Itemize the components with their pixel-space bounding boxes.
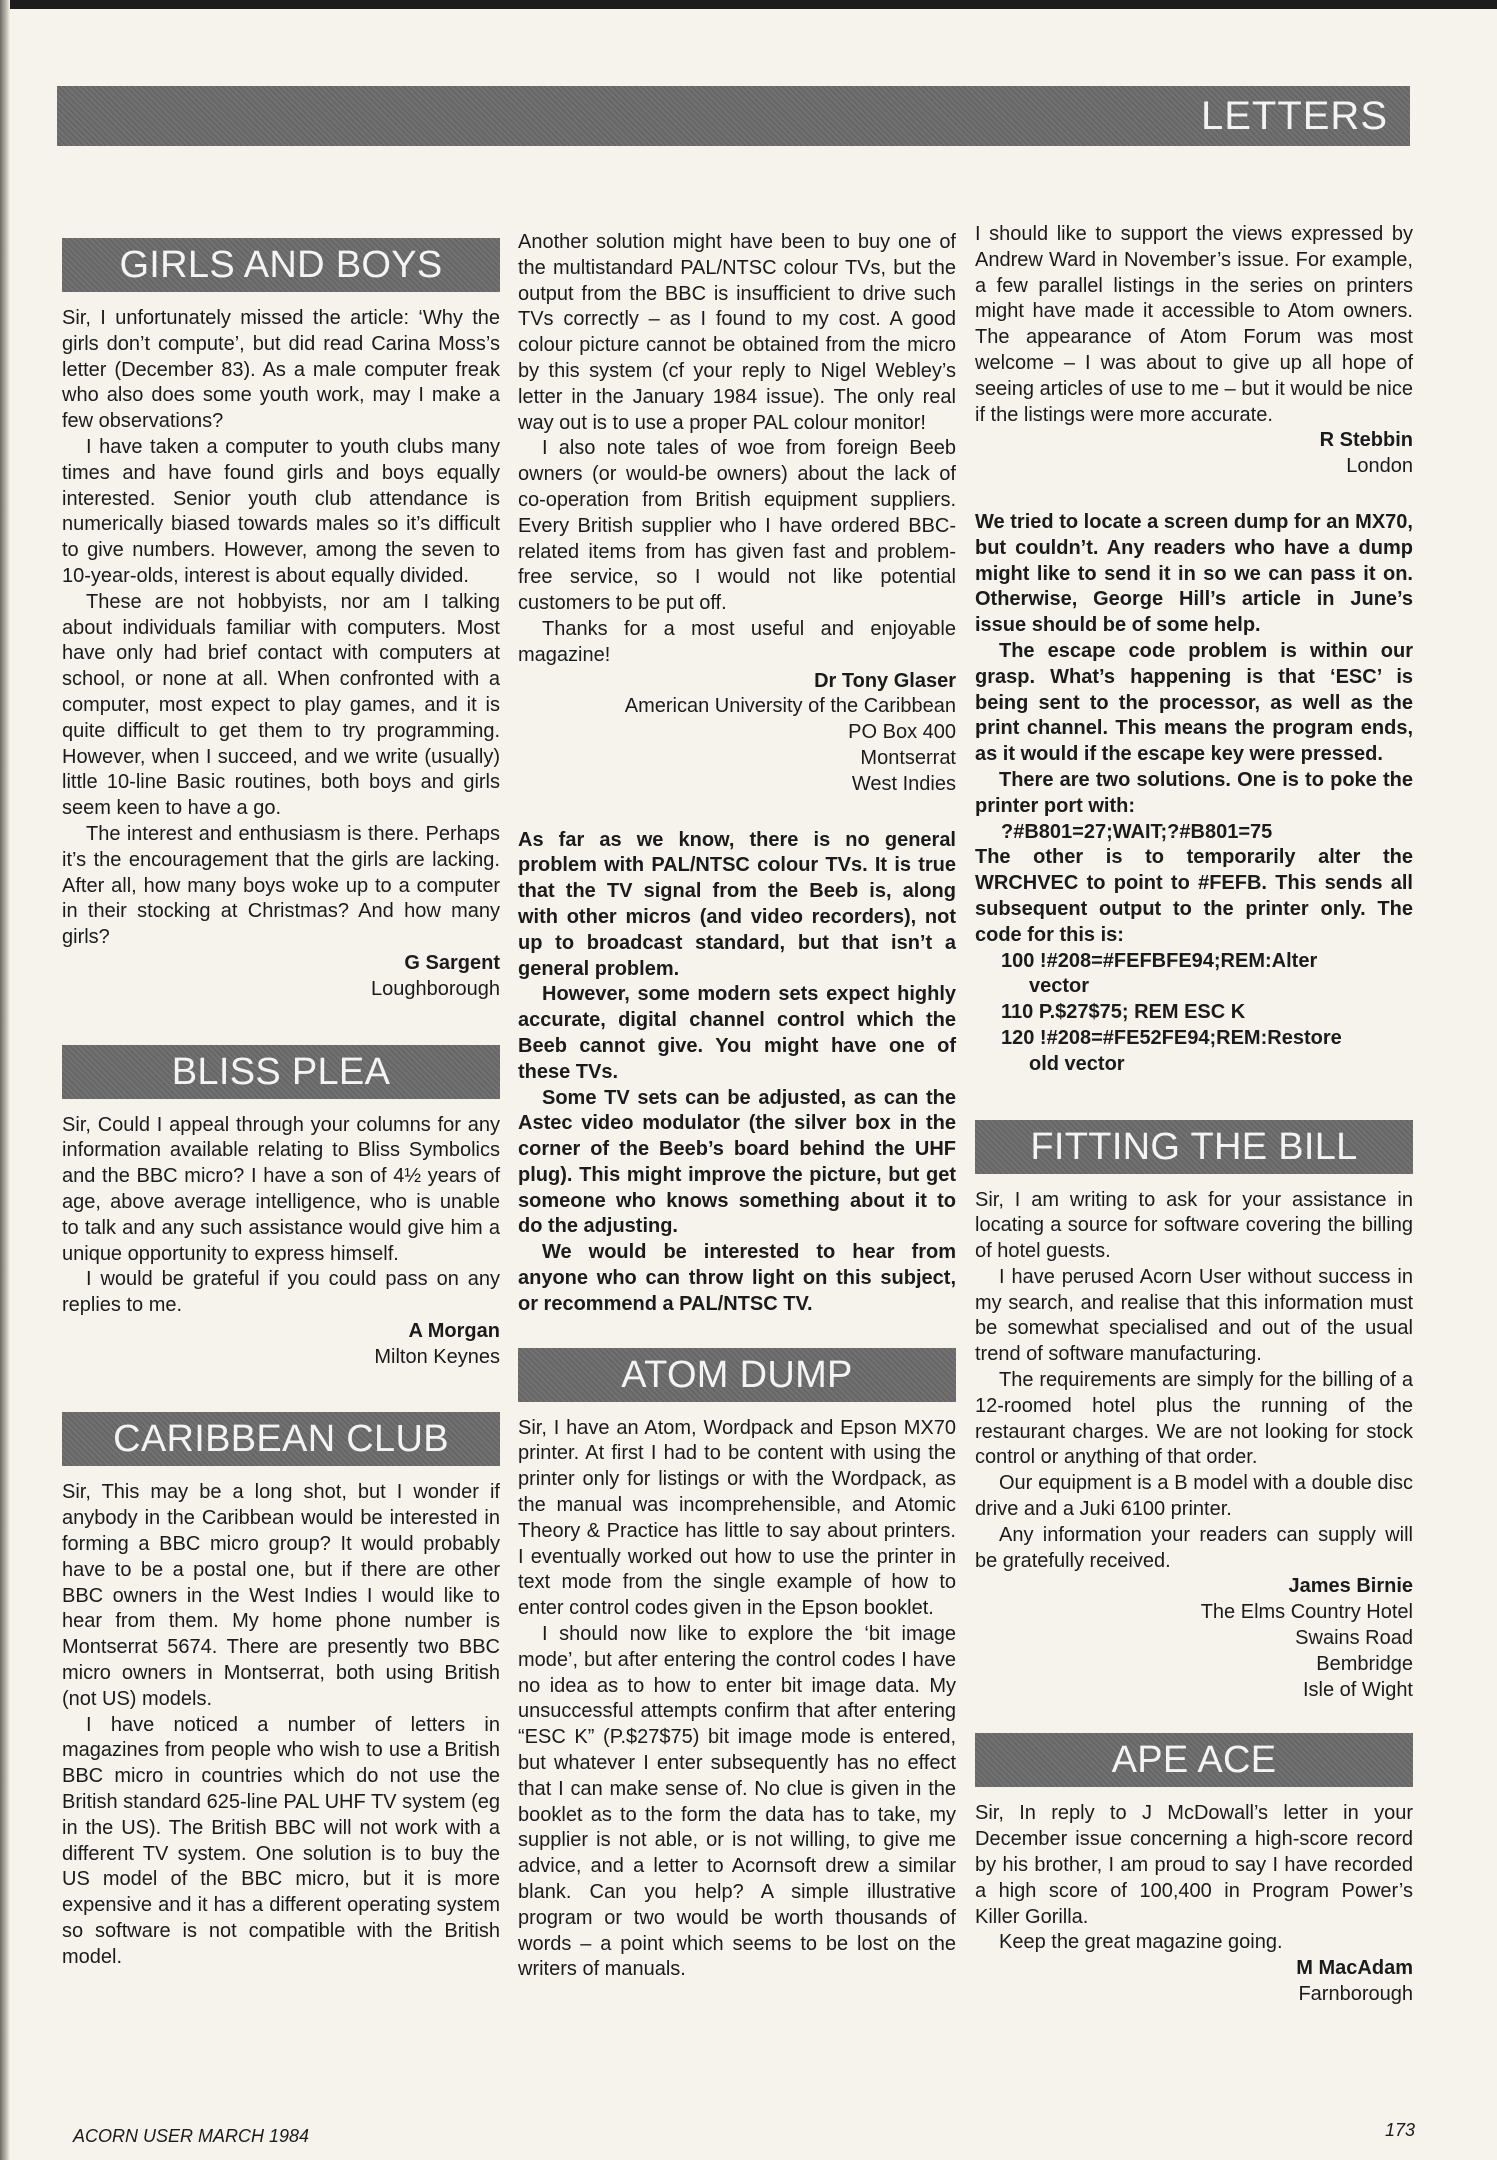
signature-location: Farnborough bbox=[1298, 1983, 1413, 2006]
reply-paragraph: The other is to temporarily alter the WRCHVEC to point to #FEFB. This sends all subsequent output to the printer only. The code for this is: bbox=[975, 846, 1413, 946]
heading-girls-and-boys: GIRLS AND BOYS bbox=[62, 238, 500, 292]
signature-location: Loughborough bbox=[370, 977, 500, 1000]
top-edge bbox=[0, 0, 1497, 9]
column-2 bbox=[518, 230, 956, 1983]
letter-paragraph: Any information your readers can supply will be gratefully received. bbox=[975, 1523, 1413, 1572]
reply-paragraph: We would be interested to hear from anyone who can throw light on this subject, or recommend a PAL/NTSC TV. bbox=[518, 1241, 956, 1315]
signature-name: A Morgan bbox=[408, 1319, 500, 1342]
reply-paragraph: We tried to locate a screen dump for an MX70, but couldn’t. Any readers who have a dump might like to send it in so we can pass it on. Otherwise, George Hill’s article in June’s issue should be of some help. bbox=[975, 510, 1413, 637]
letter-paragraph: Sir, I have an Atom, Wordpack and Epson MX70 printer. At first I had to be content with using the printer only for listings or with the Wordpack, as the manual was incomprehensible, and Atomic Theory & Practice has little to say about printers. I eventually worked out how to use the printer in text mode from the single example of how to enter control codes given in the Epson booklet. bbox=[518, 1416, 956, 1620]
letter-paragraph: Sir, In reply to J McDowall’s letter in your December issue concerning a high-score record by his brother, I am proud to say I have recorded a high score of 100,400 in Program Power’s Killer Gorilla. bbox=[975, 1802, 1413, 1928]
letter-paragraph: I would be grateful if you could pass on any replies to me. bbox=[62, 1268, 500, 1317]
code-line: ?#B801=27;WAIT;?#B801=75 bbox=[1001, 820, 1273, 843]
reply-paragraph: However, some modern sets expect highly accurate, digital channel control which the Beeb cannot give. You might have one of these TVs. bbox=[518, 983, 956, 1083]
letter-paragraph: Another solution might have been to buy one of the multistandard PAL/NTSC colour TVs, but the output from the BBC is insufficient to drive such TVs correctly – as I found to my cost. A good colour picture cannot be obtained from the micro by this system (cf your reply to Nigel Webley’s letter in the January 1984 issue). The only real way out is to use a proper PAL colour monitor! bbox=[518, 231, 956, 434]
heading-bliss-plea: BLISS PLEA bbox=[62, 1045, 500, 1099]
reply-paragraph: There are two solutions. One is to poke the printer port with: bbox=[975, 768, 1413, 817]
editor-reply bbox=[518, 828, 956, 1318]
page-spine-shadow bbox=[0, 0, 10, 2160]
code-line: 100 !#208=#FEFBFE94;REM:Alter bbox=[1001, 949, 1318, 972]
heading-caribbean-club: CARIBBEAN CLUB bbox=[62, 1412, 500, 1466]
heading-ape-ace: APE ACE bbox=[975, 1733, 1413, 1787]
letter-paragraph: Sir, I unfortunately missed the article: ‘Why the girls don’t compute’, but did read Carina Moss’s letter (December 83). As a male computer freak who also does some youth work, may I make a few observations? bbox=[62, 307, 500, 433]
letter-paragraph: I have taken a computer to youth clubs many times and have found girls and boys equally interested. Senior youth club attendance is numerically biased towards males so it’s difficult to give numbers. However, among the seven to 10-year-olds, interest is about equally divided. bbox=[62, 435, 500, 587]
section-title: LETTERS bbox=[1200, 93, 1388, 138]
column-3 bbox=[975, 222, 1413, 2008]
code-line: old vector bbox=[1029, 1052, 1125, 1075]
reply-paragraph: As far as we know, there is no general problem with PAL/NTSC colour TVs. It is true that the TV signal from the Beeb is, along with other micros (and video recorders), not up to broadcast standard, but that isn’t a general problem. bbox=[518, 828, 956, 980]
heading-atom-dump: ATOM DUMP bbox=[518, 1348, 956, 1402]
signature-address-line: Swains Road bbox=[1295, 1627, 1413, 1650]
page-number: 173 bbox=[1385, 2120, 1416, 2140]
signature-address-line: Bembridge bbox=[1316, 1652, 1413, 1675]
letter-paragraph: The interest and enthusiasm is there. Perhaps it’s the encouragement that the girls are lacking. After all, how many boys woke up to a computer in their stocking at Christmas? And how many girls? bbox=[62, 822, 500, 949]
letter-paragraph: Thanks for a most useful and enjoyable magazine! bbox=[518, 617, 956, 666]
reply-paragraph: Some TV sets can be adjusted, as can the Astec video modulator (the silver box in the corner of the Beeb’s board behind the UHF plug). This might improve the picture, but get someone who knows something about it to do the adjusting. bbox=[518, 1086, 956, 1238]
signature-address-line: The Elms Country Hotel bbox=[1200, 1601, 1413, 1624]
footer-magazine: ACORN USER MARCH 1984 bbox=[73, 2126, 310, 2146]
letter-paragraph: Sir, This may be a long shot, but I wonder if anybody in the Caribbean would be interested in forming a BBC micro group? It would probably have to be a postal one, but if there are other BBC owners in the West Indies I would like to hear from them. My home phone number is Montserrat 5674. There are presently two BBC micro owners in Montserrat, both using British (not US) models. bbox=[62, 1481, 500, 1710]
column-1 bbox=[62, 238, 500, 1971]
letter-paragraph: I have perused Acorn User without success in my search, and realise that this information must be somewhat specialised and out of the usual trend of software manufacturing. bbox=[975, 1265, 1413, 1366]
letter-paragraph: Our equipment is a B model with a double disc drive and a Juki 6100 printer. bbox=[975, 1472, 1413, 1521]
section-banner bbox=[57, 86, 1410, 146]
letter-paragraph: I also note tales of woe from foreign Beeb owners (or would-be owners) about the lack of co-operation from British equipment suppliers. Every British supplier who I have ordered BBC-related items from has given fast and problem-free service, so I would not like potential customers to be put off. bbox=[518, 437, 956, 615]
letter-paragraph: I should now like to explore the ‘bit image mode’, but after entering the control codes I have no idea as to how to enter bit image data. My unsuccessful attempts confirm that after entering “ESC K” (P.$27$75) bit image mode is entered, but whatever I enter subsequently has no effect that I can make sense of. No clue is given in the booklet as to the form the data has to take, my supplier is not able, or is not willing, to give me advice, and a letter to Acornsoft drew a similar blank. Can you help? A simple illustrative program or two would be worth thousands of words – a point which seems to be lost on the writers of manuals. bbox=[518, 1623, 956, 1981]
letter-paragraph: Keep the great magazine going. bbox=[999, 1931, 1283, 1954]
letter-paragraph: Sir, Could I appeal through your columns for any information available relating to Bliss Symbolics and the BBC micro? I have a son of 4½ years of age, above average intelligence, who is unable to talk and any such assistance would give him a unique opportunity to express himself. bbox=[62, 1113, 500, 1265]
signature-name: R Stebbin bbox=[1319, 429, 1413, 452]
signature-name: Dr Tony Glaser bbox=[814, 669, 956, 692]
signature-address-line: Isle of Wight bbox=[1302, 1678, 1413, 1701]
signature-address-line: American University of the Caribbean bbox=[624, 695, 956, 718]
signature-name: G Sargent bbox=[404, 951, 500, 974]
signature-name: M MacAdam bbox=[1296, 1957, 1413, 1980]
heading-fitting-the-bill: FITTING THE BILL bbox=[975, 1120, 1413, 1174]
signature-location: Milton Keynes bbox=[374, 1345, 500, 1368]
letter-paragraph: I have noticed a number of letters in magazines from people who wish to use a British BBC micro in countries which do not use the British standard 625-line PAL UHF TV system (eg in the US). The British BBC will not work with a different TV system. One solution is to buy the US model of the BBC micro, but it is more expensive and it has a different operating system so software is not compatible with the British model. bbox=[62, 1713, 500, 1968]
letter-paragraph: Sir, I am writing to ask for your assistance in locating a source for software covering the billing of hotel guests. bbox=[975, 1188, 1413, 1263]
code-line: vector bbox=[1029, 975, 1090, 998]
signature-location: London bbox=[1346, 455, 1413, 478]
letter-paragraph: These are not hobbyists, nor am I talking about individuals familiar with computers. Most have only had brief contact with computers at school, or none at all. When confronted with a computer, most expect to play games, and it is quite difficult to get them to try programming. However, when I succeed, and we write (usually) little 10-line Basic routines, both boys and girls seem keen to have a go. bbox=[62, 590, 500, 820]
letter-paragraph: The requirements are simply for the billing of a 12-roomed hotel plus the running of the restaurant charges. We are not looking for stock control or anything of that order. bbox=[975, 1369, 1413, 1469]
signature-name: James Birnie bbox=[1288, 1575, 1413, 1598]
code-line: 120 !#208=#FE52FE94;REM:Restore bbox=[1001, 1026, 1342, 1049]
signature-address-line: West Indies bbox=[851, 772, 956, 795]
letter-paragraph: I should like to support the views expressed by Andrew Ward in November’s issue. For example, a few parallel listings in the series on printers might have made it accessible to Atom owners. The appearance of Atom Forum was most welcome – I was about to give up all hope of seeing articles of use to me – but it would be nice if the listings were more accurate. bbox=[975, 223, 1413, 426]
editor-reply bbox=[975, 510, 1413, 1078]
signature-address-line: Montserrat bbox=[860, 746, 956, 769]
code-line: 110 P.$27$75; REM ESC K bbox=[1001, 1001, 1246, 1024]
reply-paragraph: The escape code problem is within our grasp. What’s happening is that ‘ESC’ is being sent to the processor, as well as the print channel. This means the program ends, as it would if the escape key were pressed. bbox=[975, 639, 1413, 766]
signature-address-line: PO Box 400 bbox=[848, 721, 956, 744]
